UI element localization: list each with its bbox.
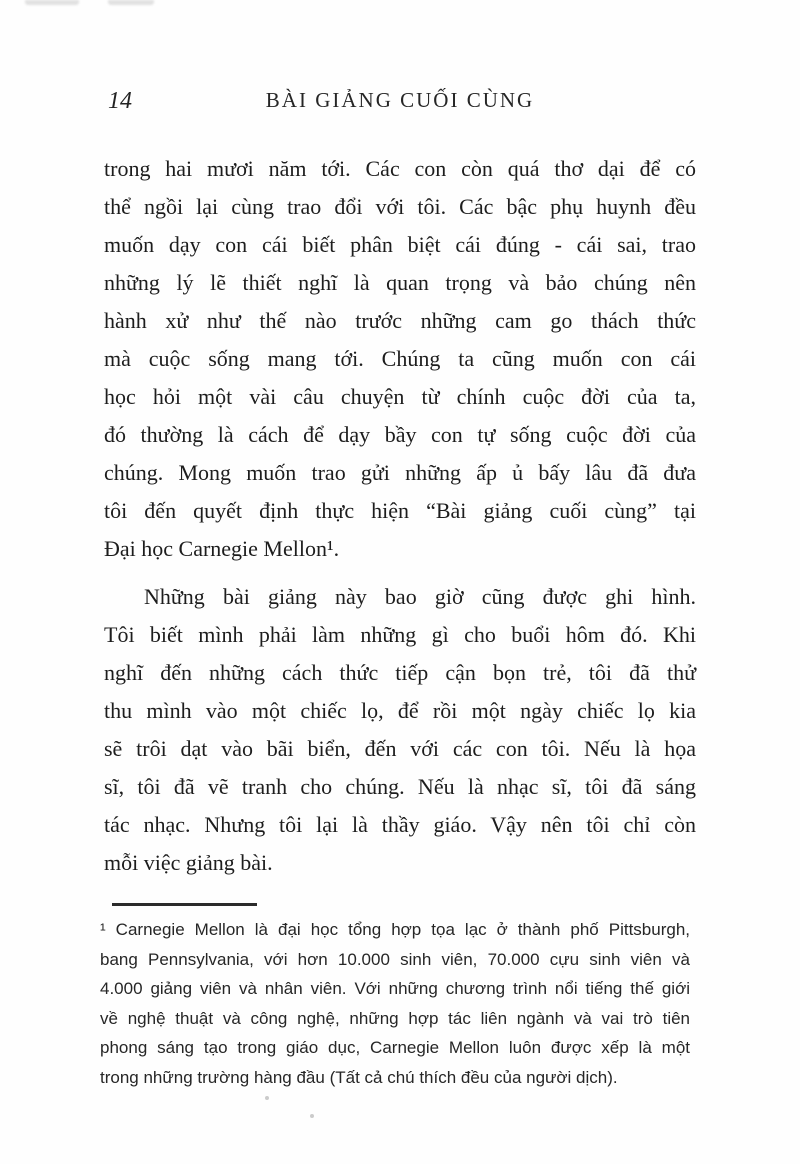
text-line: ¹ Carnegie Mellon là đại học tổng hợp tọa lạc ở thành phố Pittsburgh, [100, 920, 690, 939]
body-text [104, 150, 696, 882]
text-line: Những bài giảng này bao giờ cũng được ghi hình. [144, 584, 696, 609]
footnote [100, 903, 690, 1092]
scan-speck [310, 1114, 314, 1118]
text-line: học hỏi một vài câu chuyện từ chính cuộc đời của ta, [104, 384, 696, 409]
text-line: sĩ, tôi đã vẽ tranh cho chúng. Nếu là nhạc sĩ, tôi đã sáng [104, 774, 696, 799]
text-line: Tôi biết mình phải làm những gì cho buổi hôm đó. Khi [104, 622, 696, 647]
paragraph [104, 578, 696, 882]
text-line: tác nhạc. Nhưng tôi lại là thầy giáo. Vậy nên tôi chỉ còn [104, 812, 696, 837]
text-line: mỗi việc giảng bài. [104, 850, 273, 875]
footnote-divider [112, 903, 257, 906]
paragraph [104, 150, 696, 568]
text-line: chúng. Mong muốn trao gửi những ấp ủ bấy lâu đã đưa [104, 460, 696, 485]
page-header [104, 86, 696, 118]
text-line: đó thường là cách để dạy bầy con tự sống cuộc đời của [104, 422, 696, 447]
text-line: trong những trường hàng đầu (Tất cả chú thích đều của người dịch). [100, 1067, 618, 1087]
page-number: 14 [108, 88, 132, 114]
text-line: bang Pennsylvania, với hơn 10.000 sinh viên, 70.000 cựu sinh viên và [100, 949, 690, 969]
text-line: thu mình vào một chiếc lọ, để rồi một ngày chiếc lọ kia [104, 698, 696, 723]
text-line: phong sáng tạo trong giáo dục, Carnegie Mellon luôn được xếp là một [100, 1038, 690, 1057]
scan-smudge [108, 0, 154, 5]
text-line: về nghệ thuật và công nghệ, những hợp tác liên ngành và vai trò tiên [100, 1008, 690, 1028]
footnote-text [100, 915, 690, 1092]
text-line: tôi đến quyết định thực hiện “Bài giảng cuối cùng” tại [104, 498, 696, 523]
scan-smudge [25, 0, 79, 5]
text-line: những lý lẽ thiết nghĩ là quan trọng và bảo chúng nên [104, 270, 696, 295]
text-line: Đại học Carnegie Mellon¹. [104, 536, 340, 561]
text-line: muốn dạy con cái biết phân biệt cái đúng - cái sai, trao [104, 232, 696, 257]
text-line: 4.000 giảng viên và nhân viên. Với những chương trình nổi tiếng thế giới [100, 979, 690, 998]
scan-speck [265, 1096, 269, 1100]
text-line: mà cuộc sống mang tới. Chúng ta cũng muốn con cái [104, 346, 696, 371]
text-line: trong hai mươi năm tới. Các con còn quá thơ dại để có [104, 156, 696, 181]
running-title: BÀI GIẢNG CUỐI CÙNG [265, 88, 535, 112]
text-line: thể ngồi lại cùng trao đổi với tôi. Các bậc phụ huynh đều [104, 194, 696, 219]
text-line: nghĩ đến những cách thức tiếp cận bọn trẻ, tôi đã thử [104, 660, 696, 685]
text-line: hành xử như thế nào trước những cam go thách thức [104, 308, 696, 333]
text-line: sẽ trôi dạt vào bãi biển, đến với các con tôi. Nếu là họa [104, 736, 696, 761]
